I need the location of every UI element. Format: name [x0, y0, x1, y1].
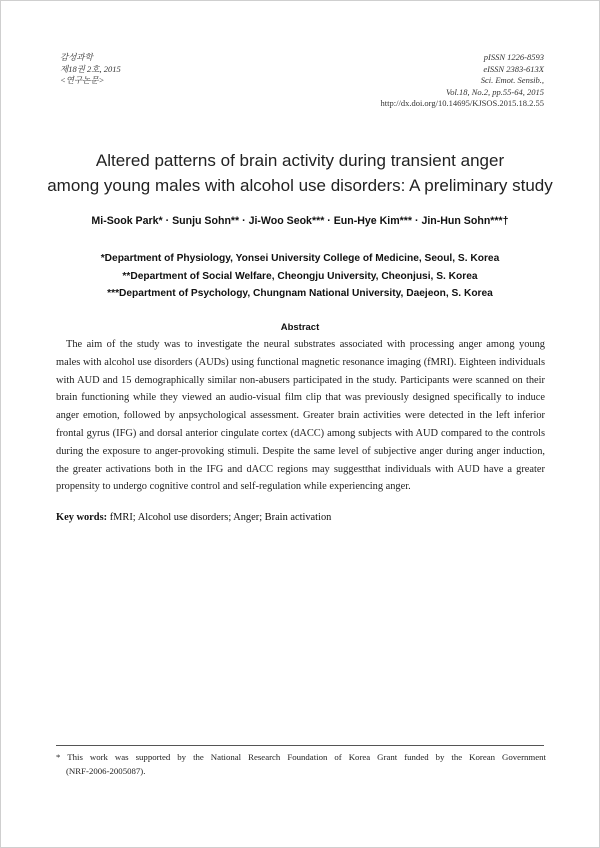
journal-volume: 제18권 2호, 2015 — [60, 63, 121, 74]
journal-name: 감성과학 — [60, 52, 93, 62]
eissn: eISSN 2383-613X — [483, 63, 544, 74]
affiliation-2: **Department of Social Welfare, Cheongju University, Cheonjusi, S. Korea — [122, 270, 478, 282]
abstract-body — [56, 336, 545, 496]
abstract-heading: Abstract — [280, 322, 320, 333]
abstract-line: during the exposure to anger-provoking stimuli. Despite the same level of subjective anger during anger induction, — [56, 445, 545, 457]
abstract-line: anger emotion, followed by anpsychological assessment. Greater brain activities were detected in the left inferior — [56, 410, 545, 422]
affiliations — [20, 250, 580, 303]
abstract-line: The aim of the study was to investigate the neural substrates associated with processing anger among young — [66, 339, 545, 350]
journal-header-right — [381, 52, 544, 110]
abstract-line: frontal gyrus (IFG) and dorsal anterior cingulate cortex (dACC) among subjects with AUD compared to the controls — [56, 427, 545, 439]
pissn: pISSN 1226-8593 — [483, 52, 544, 62]
title-line-1: Altered patterns of brain activity during transient anger — [95, 151, 505, 170]
abstract-line: brain functioning while they viewed an audio-visual film clip that was previously designed specifically to induce — [56, 392, 545, 404]
article-type: <연구논문> — [60, 75, 105, 85]
title-line-2: among young males with alcohol use disorders: A preliminary study — [47, 176, 553, 195]
paper-title — [40, 148, 560, 198]
abstract-line: the greater activations both in the IFG and dACC regions may suggestthat individuals with AUD have a greater — [56, 463, 545, 475]
volume-pages: Vol.18, No.2, pp.55-64, 2015 — [446, 86, 544, 97]
abstract-line: males with alcohol use disorders (AUDs) using functional magnetic resonance imaging (fMRI). Eighteen individuals — [56, 356, 545, 368]
affiliation-1: *Department of Physiology, Yonsei University College of Medicine, Seoul, S. Korea — [100, 253, 500, 264]
journal-header-left — [60, 52, 121, 87]
footnote-line-1: * This work was supported by the National Research Foundation of Korea Grant funded by the Korean Government — [56, 752, 546, 762]
affiliation-3: ***Department of Psychology, Chungnam National University, Daejeon, S. Korea — [107, 288, 493, 299]
author-list: Mi-Sook Park* · Sunju Sohn** · Ji-Woo Seok*** · Eun-Hye Kim*** · Jin-Hun Sohn***† — [91, 215, 509, 227]
footnote — [56, 750, 546, 778]
keywords-label: Key words: — [56, 512, 108, 523]
keywords-text: fMRI; Alcohol use disorders; Anger; Brain activation — [109, 512, 332, 523]
keywords — [56, 512, 331, 523]
footnote-line-2: (NRF-2006-2005087). — [66, 766, 146, 776]
abstract-line: propensity to undergo cognitive control and self-regulation while experiencing anger. — [56, 481, 411, 493]
doi-link[interactable]: http://dx.doi.org/10.14695/KJSOS.2015.18.2.55 — [380, 98, 544, 108]
footnote-divider — [56, 745, 544, 746]
journal-abbrev: Sci. Emot. Sensib., — [480, 75, 544, 85]
abstract-line: with AUD and 15 demographically similar non-abusers participated in the study. Participants were scanned on their — [56, 374, 545, 386]
